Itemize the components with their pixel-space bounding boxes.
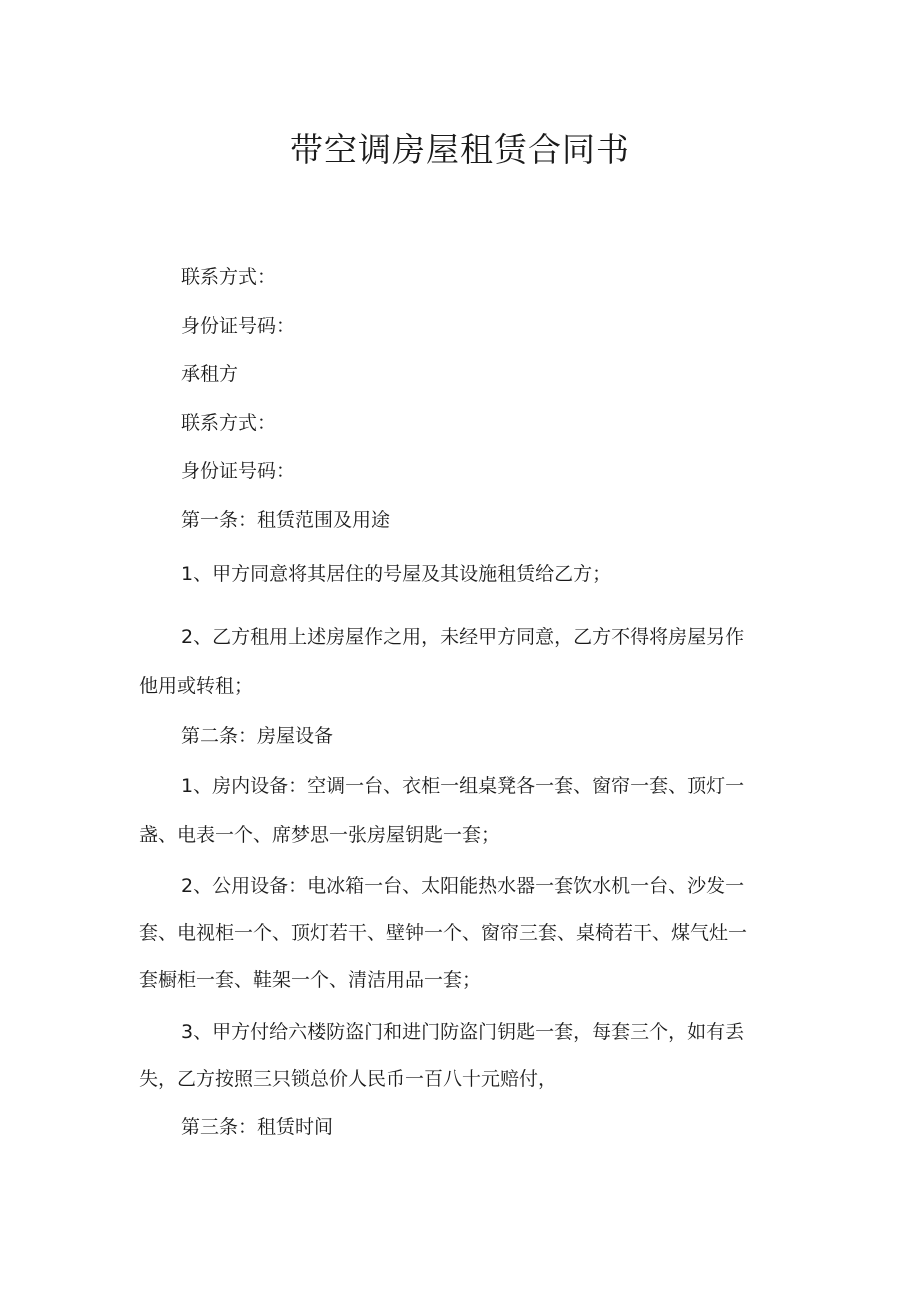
article-1-clause-2-line-1: 2、乙方租用上述房屋作之用，未经甲方同意，乙方不得将房屋另作 <box>181 626 745 648</box>
article-2-clause-1-line-1: 1、房内设备：空调一台、衣柜一组桌凳各一套、窗帘一套、顶灯一 <box>181 775 745 797</box>
tenant-label: 承租方 <box>181 363 239 385</box>
id-number-line-1: 身份证号码： <box>181 315 296 337</box>
article-2-clause-1-line-2: 盏、电表一个、席梦思一张房屋钥匙一套； <box>139 824 501 846</box>
article-2-clause-2-line-1: 2、公用设备：电冰箱一台、太阳能热水器一套饮水机一台、沙发一 <box>181 875 745 897</box>
contact-line-2: 联系方式： <box>181 412 277 434</box>
article-1-clause-1: 1、甲方同意将其居住的号屋及其设施租赁给乙方； <box>181 563 612 585</box>
article-2-clause-2-line-3: 套橱柜一套、鞋架一个、清洁用品一套； <box>139 969 482 991</box>
contact-line-1: 联系方式： <box>181 266 277 288</box>
article-2-heading: 第二条：房屋设备 <box>181 725 334 747</box>
article-2-clause-3-line-1: 3、甲方付给六楼防盗门和进门防盗门钥匙一套，每套三个，如有丢 <box>181 1021 745 1043</box>
article-3-heading: 第三条：租赁时间 <box>181 1116 334 1138</box>
document-title: 带空调房屋租赁合同书 <box>290 130 630 169</box>
id-number-line-2: 身份证号码： <box>181 460 296 482</box>
article-1-heading: 第一条：租赁范围及用途 <box>181 509 391 531</box>
article-2-clause-2-line-2: 套、电视柜一个、顶灯若干、壁钟一个、窗帘三套、桌椅若干、煤气灶一 <box>139 922 748 944</box>
article-2-clause-3-line-2: 失，乙方按照三只锁总价人民币一百八十元赔付， <box>139 1068 558 1090</box>
article-1-clause-2-line-2: 他用或转租； <box>139 675 254 697</box>
